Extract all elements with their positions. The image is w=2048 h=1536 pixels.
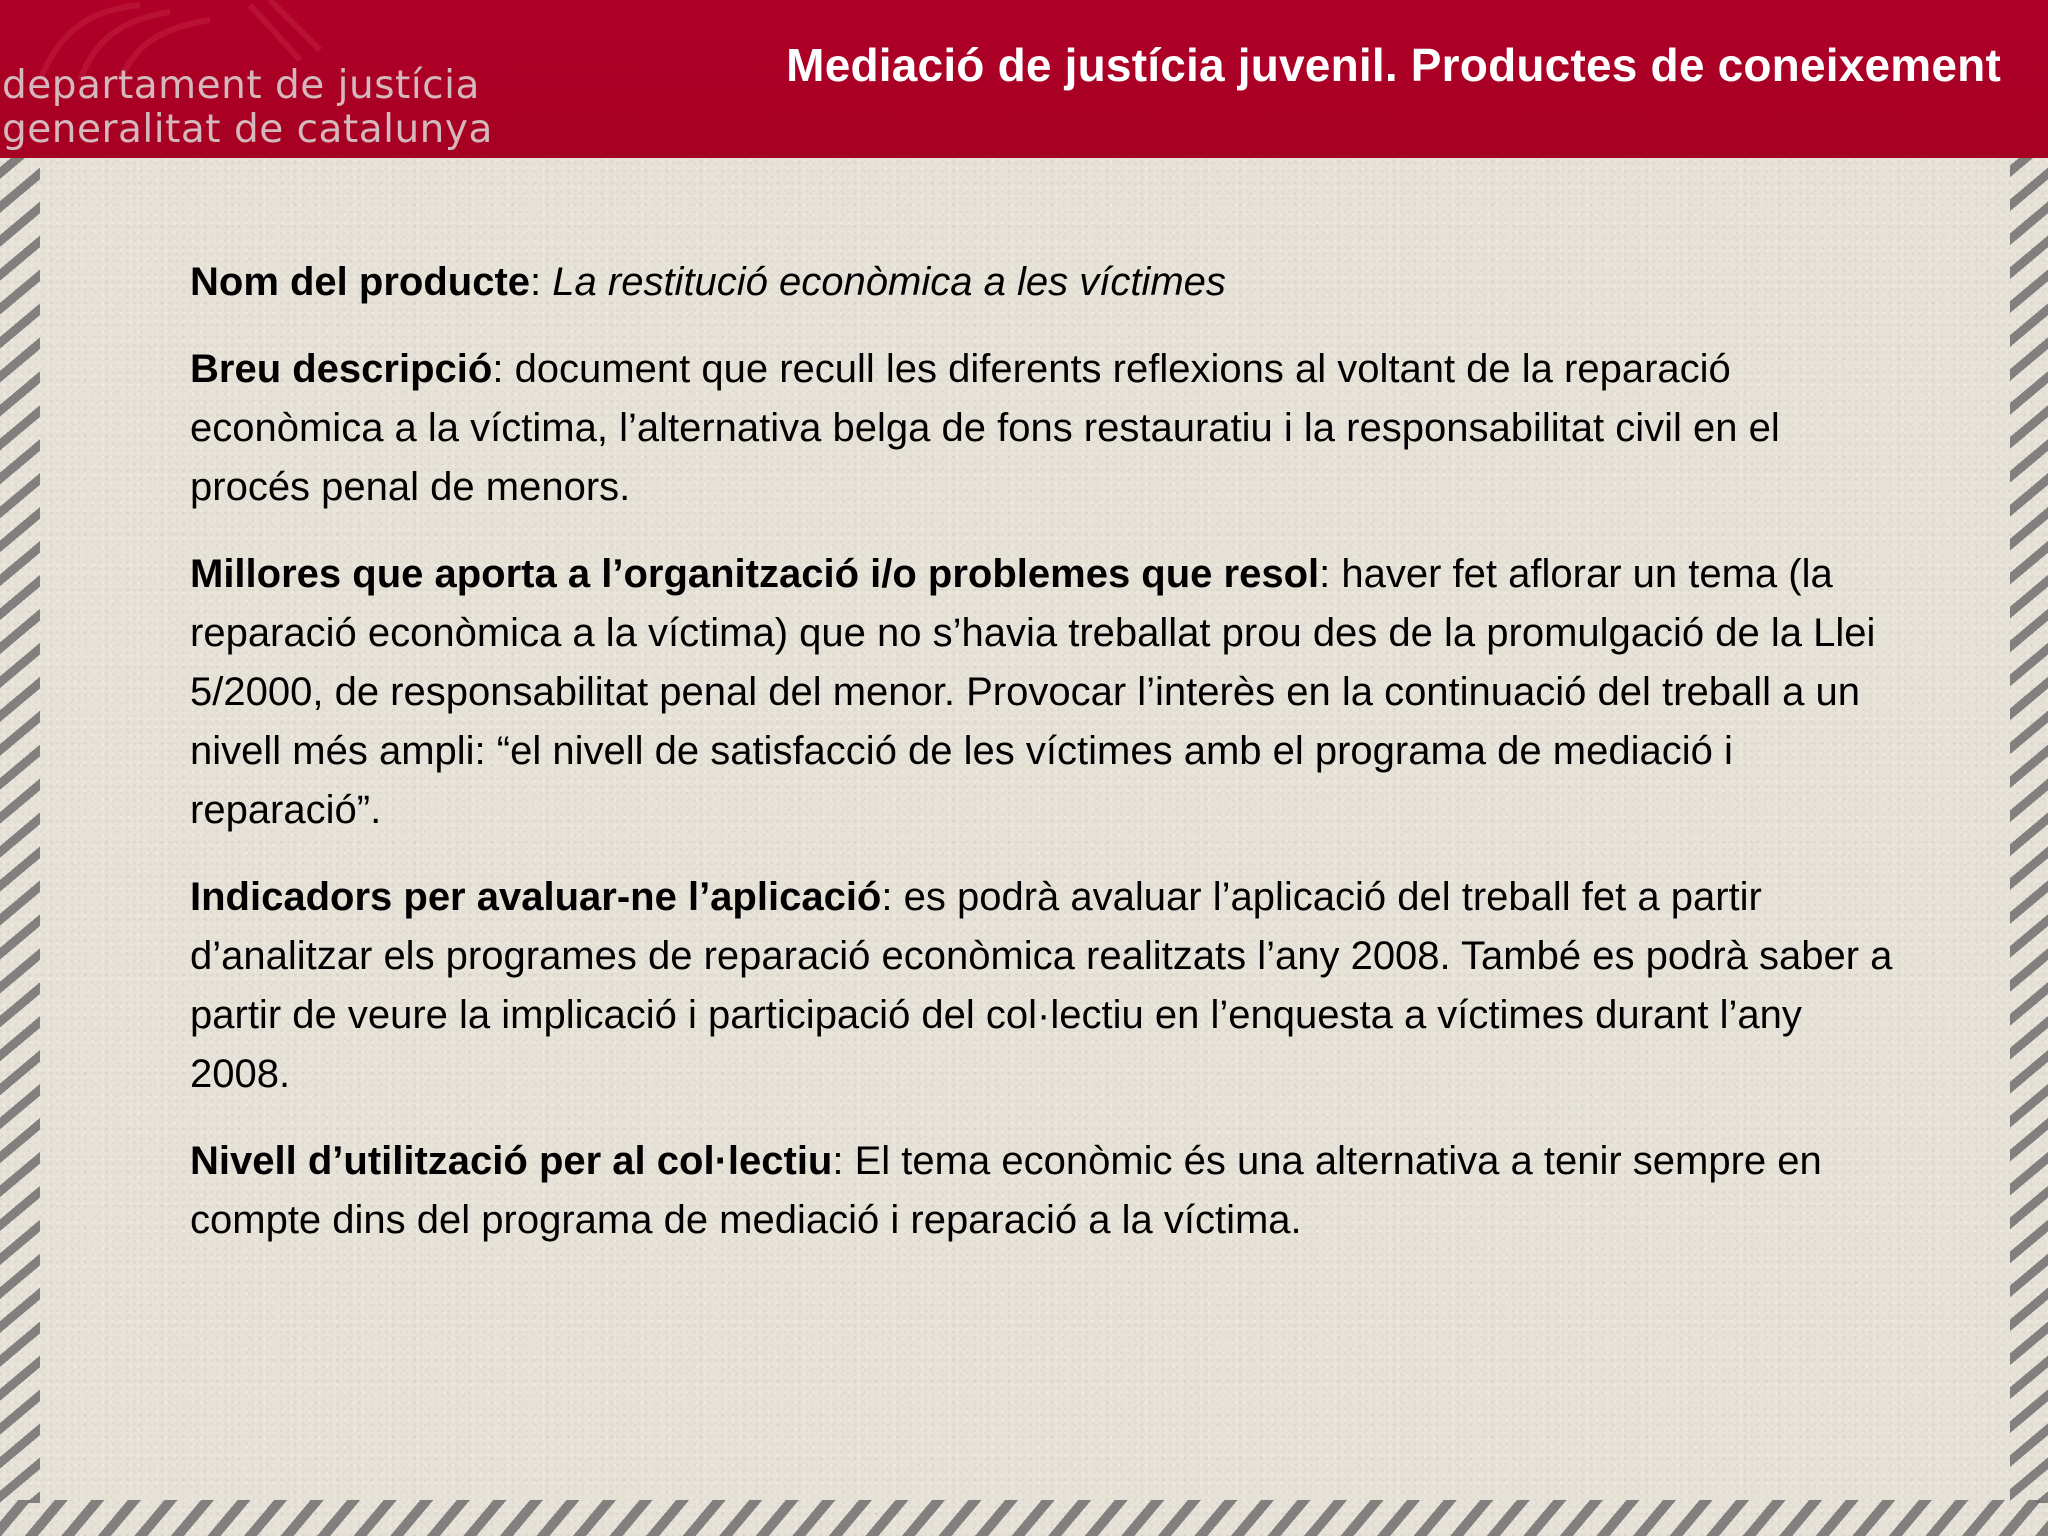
usage-level-value: El tema econòmic és una alternativa a tenir sempre en compte dins del programa de mediació i reparació a la víctima. <box>190 1139 1822 1242</box>
description-value: document que recull les diferents reflexions al voltant de la reparació econòmica a la víctima, l’alternativa belga de fons restauratiu i la responsabilitat civil en el procés penal de menors. <box>190 347 1780 509</box>
label-improvements: Millores que aporta a l’organització i/o problemes que resol <box>190 552 1320 596</box>
improvements-value: haver fet aflorar un tema (la reparació econòmica a la víctima) que no s’havia treballat prou des de la promulgació de la Llei 5/2000, de responsabilitat penal del menor. Provocar l’interès en la continuació del treball a un nivell més ampli: “el nivell de satisfacció de les víctimes amb el programa de mediació i reparació”. <box>190 552 1876 832</box>
slide-body <box>190 253 1910 1278</box>
label-indicators: Indicadors per avaluar-ne l’aplicació <box>190 875 882 919</box>
bottom-stripe-border <box>0 1500 2048 1536</box>
header-bar <box>0 0 2048 158</box>
label-description: Breu descripció <box>190 347 493 391</box>
paragraph-indicators <box>190 868 1910 1104</box>
logo-line-1: departament de justícia <box>2 63 480 108</box>
paragraph-usage-level <box>190 1132 1910 1250</box>
paragraph-product-name <box>190 253 1910 312</box>
label-product-name: Nom del producte <box>190 260 531 304</box>
separator: : <box>492 347 515 391</box>
department-logo <box>2 64 522 158</box>
label-usage-level: Nivell d’utilització per al col·lectiu <box>190 1139 833 1183</box>
separator: : <box>881 875 904 919</box>
right-stripe-border <box>2010 158 2048 1503</box>
product-name-value: La restitució econòmica a les víctimes <box>552 260 1226 304</box>
indicators-value: es podrà avaluar l’aplicació del treball fet a partir d’analitzar els programes de reparació econòmica realitzats l’any 2008. També es podrà saber a partir de veure la implicació i participació del col·lectiu en l’enquesta a víctimes durant l’any 2008. <box>190 875 1893 1096</box>
separator: : <box>530 260 553 304</box>
slide-title: Mediació de justícia juvenil. Productes de coneixement <box>786 39 2001 91</box>
separator: : <box>1319 552 1342 596</box>
left-stripe-border <box>0 158 40 1503</box>
paragraph-improvements <box>190 545 1910 840</box>
separator: : <box>832 1139 855 1183</box>
paragraph-description <box>190 340 1910 517</box>
logo-line-2: generalitat de catalunya <box>2 107 493 152</box>
